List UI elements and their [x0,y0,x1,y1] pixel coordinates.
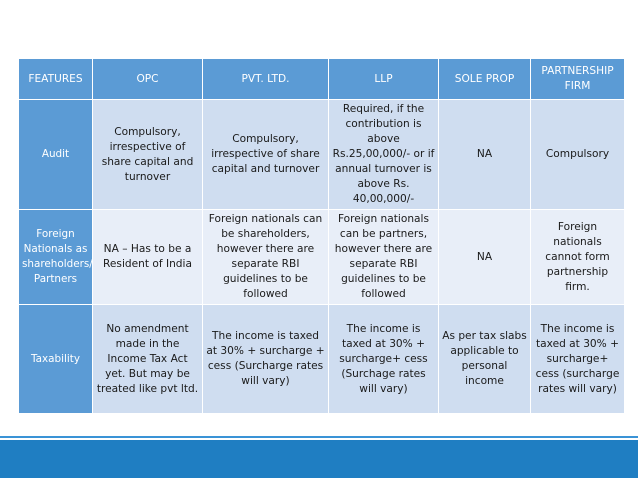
footer-divider [0,436,638,438]
header-features: FEATURES [19,59,93,100]
partnership-firm-cell: Compulsory [531,100,625,210]
table-row [19,305,625,414]
pvt-ltd-cell: Compulsory, irrespective of share capital and turnover [203,100,329,210]
sole-prop-cell: NA [439,210,531,305]
feature-cell: Audit [19,100,93,210]
opc-cell: NA – Has to be a Resident of India [93,210,203,305]
pvt-ltd-cell: The income is taxed at 30% + surcharge + cess (Surcharge rates will vary) [203,305,329,414]
comparison-table [18,58,625,414]
partnership-firm-cell: The income is taxed at 30% + surcharge+ cess (surcharge rates will vary) [531,305,625,414]
pvt-ltd-cell: Foreign nationals can be shareholders, however there are separate RBI guidelines to be followed [203,210,329,305]
llp-cell: Required, if the contribution is above Rs.25,00,000/- or if annual turnover is above Rs. 40,00,000/- [329,100,439,210]
footer-band [0,440,638,478]
opc-cell: Compulsory, irrespective of share capital and turnover [93,100,203,210]
header-opc: OPC [93,59,203,100]
header-row [19,59,625,100]
sole-prop-cell: As per tax slabs applicable to personal income [439,305,531,414]
sole-prop-cell: NA [439,100,531,210]
llp-cell: Foreign nationals can be partners, however there are separate RBI guidelines to be followed [329,210,439,305]
header-llp: LLP [329,59,439,100]
partnership-firm-cell: Foreign nationals cannot form partnership firm. [531,210,625,305]
header-pvt-ltd: PVT. LTD. [203,59,329,100]
header-sole-prop: SOLE PROP [439,59,531,100]
feature-cell: Taxability [19,305,93,414]
table-row [19,210,625,305]
opc-cell: No amendment made in the Income Tax Act yet. But may be treated like pvt ltd. [93,305,203,414]
feature-cell: Foreign Nationals as shareholders/ Partners [19,210,93,305]
llp-cell: The income is taxed at 30% + surcharge+ cess (Surchage rates will vary) [329,305,439,414]
header-partnership-firm: PARTNERSHIP FIRM [531,59,625,100]
table-row [19,100,625,210]
